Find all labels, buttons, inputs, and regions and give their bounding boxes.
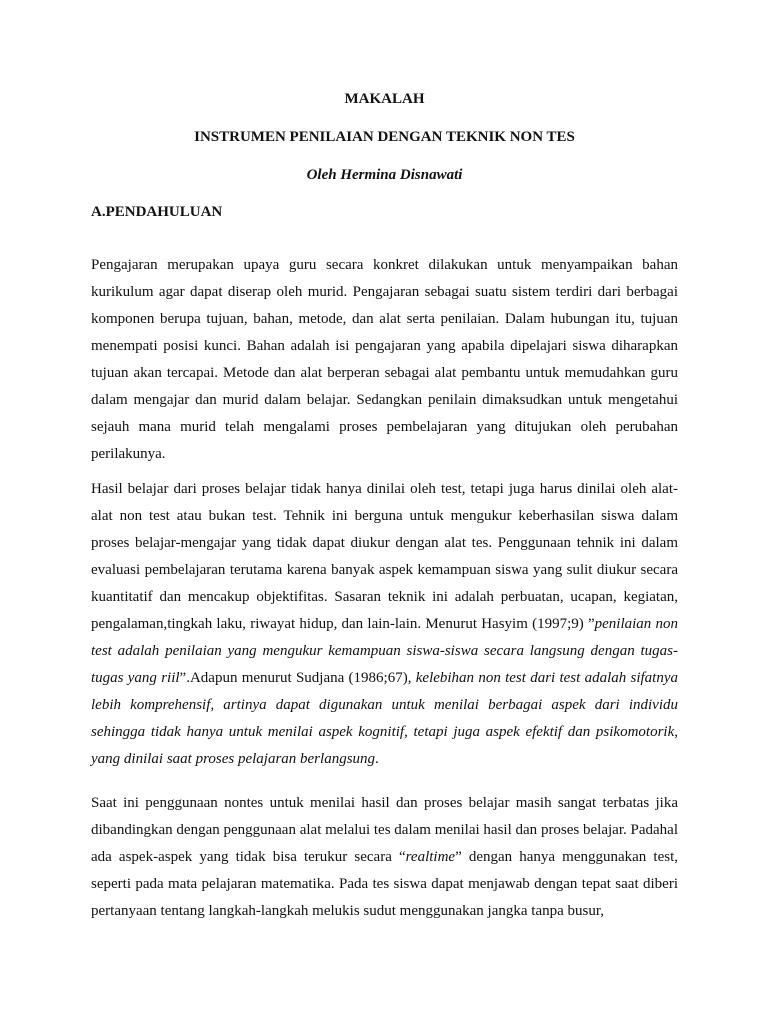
document-page (91, 89, 678, 925)
paragraph-2-quote-hasyim: penilaian non test adalah penilaian yang mengukur kemampuan siswa-siswa secara langsung dengan tugas-tugas yang riil (91, 616, 678, 686)
paragraph-2-quote-sudjana: kelebihan non test dari test adalah sifatnya lebih komprehensif, artinya dapat digunakan untuk menilai berbagai aspek dari individu sehingga tidak hanya untuk menilai aspek kognitif, tetapi juga aspek efektif dan psikomotorik, yang dinilai saat proses pelajaran berlangsung (91, 670, 678, 767)
paragraph-3-text-b: ” dengan hanya menggunakan test, seperti pada mata pelajaran matematika. Pada tes siswa dapat menjawab dengan tepat saat diberi pertanyaan tentang langkah-langkah melukis sudut menggunakan jangka tanpa busur, (91, 849, 678, 919)
paragraph-2-end: . (375, 751, 379, 767)
paragraph-2-text-a: Hasil belajar dari proses belajar tidak hanya dinilai oleh test, tetapi juga harus dinilai oleh alat-alat non test atau bukan test. Tehnik ini berguna untuk mengukur keberhasilan siswa dalam proses belajar-mengajar yang tidak dapat diukur dengan alat tes. Penggunaan tehnik ini dalam evaluasi pembelajaran terutama karena banyak aspek kemampuan siswa yang sulit diukur secara kuantitatif dan mencakup objektifitas. Sasaran teknik ini adalah perbuatan, ucapan, kegiatan, pengalaman,tingkah laku, riwayat hidup, dan lain-lain. Menurut Hasyim (1997;9) ” (91, 481, 678, 632)
paragraph-3 (91, 790, 678, 925)
paragraph-2 (91, 476, 678, 773)
paragraph-2-text-b: ”.Adapun menurut Sudjana (1986;67), (179, 670, 416, 686)
document-author: Oleh Hermina Disnawati (306, 167, 463, 183)
document-subtitle: INSTRUMEN PENILAIAN DENGAN TEKNIK NON TES (194, 129, 575, 145)
paragraph-1-text: Pengajaran merupakan upaya guru secara konkret dilakukan untuk menyampaikan bahan kurikulum agar dapat diserap oleh murid. Pengajaran sebagai suatu sistem terdiri dari berbagai komponen berupa tujuan, bahan, metode, dan alat serta penilaian. Dalam hubungan itu, tujuan menempati posisi kunci. Bahan adalah isi pengajaran yang apabila dipelajari siswa diharapkan tujuan akan tercapai. Metode dan alat berperan sebagai alat pembantu untuk memudahkan guru dalam mengajar dan murid dalam belajar. Sedangkan penilain dimaksudkan untuk mengetahui sejauh mana murid telah mengalami proses pembelajaran yang ditujukan oleh perubahan perilakunya. (91, 257, 678, 462)
document-title: MAKALAH (344, 91, 425, 107)
paragraph-1 (91, 252, 678, 468)
paragraph-3-italic-term: realtime (405, 849, 456, 865)
section-heading: A.PENDAHULUAN (91, 204, 223, 220)
paragraph-3-text-a: Saat ini penggunaan nontes untuk menilai hasil dan proses belajar masih sangat terbatas jika dibandingkan dengan penggunaan alat melalui tes dalam menilai hasil dan proses belajar. Padahal ada aspek-aspek yang tidak bisa terukur secara “ (91, 795, 678, 865)
